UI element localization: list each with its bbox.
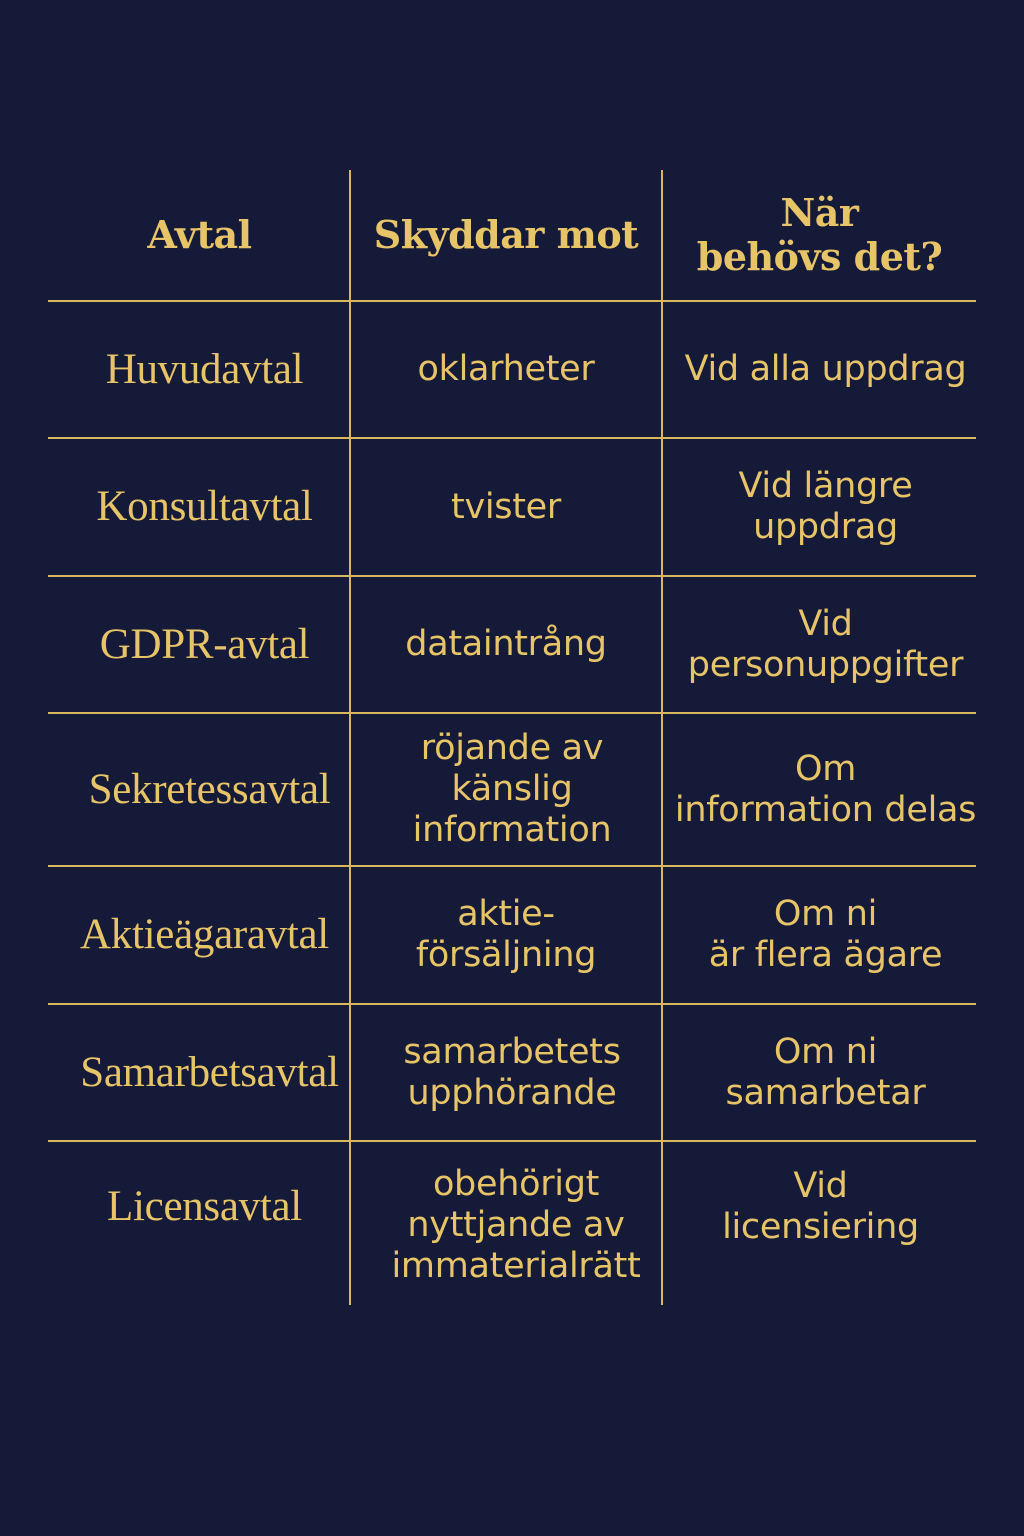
row-4-avtal: Sekretessavtal [88,765,331,813]
row-3-avtal: GDPR-avtal [99,620,310,668]
row-2-nar: Vid längre uppdrag [738,466,913,547]
row-5-avtal: Aktieägaravtal [80,911,329,958]
row-2-avtal: Konsultavtal [96,483,313,530]
row-7-skyddar-mot: obehörigt nyttjande av immaterialrätt [391,1163,641,1286]
row-3-nar: Vid personuppgifter [687,603,964,685]
header-skyddar-mot: Skyddar mot [373,212,639,257]
row-5-skyddar-mot: aktie- försäljning [415,894,597,975]
header-avtal: Avtal [147,212,252,257]
row-1-skyddar-mot: oklarheter [417,349,595,389]
row-1-avtal: Huvudavtal [105,345,304,393]
row-4-nar: Om information delas [674,748,977,830]
row-3-skyddar-mot: dataintrång [405,624,607,664]
row-7-avtal: Licensavtal [107,1183,302,1230]
row-6-avtal: Samarbetsavtal [80,1048,339,1096]
row-7-nar: Vid licensiering [722,1166,919,1247]
row-4-skyddar-mot: röjande av känslig information [412,728,612,850]
row-6-skyddar-mot: samarbetets upphörande [403,1031,621,1113]
header-nar-behovs-det: När behövs det? [696,190,943,279]
row-1-nar: Vid alla uppdrag [684,349,967,389]
row-2-skyddar-mot: tvister [451,486,561,527]
row-6-nar: Om ni samarbetar [725,1031,926,1113]
row-5-nar: Om ni är flera ägare [708,894,943,975]
